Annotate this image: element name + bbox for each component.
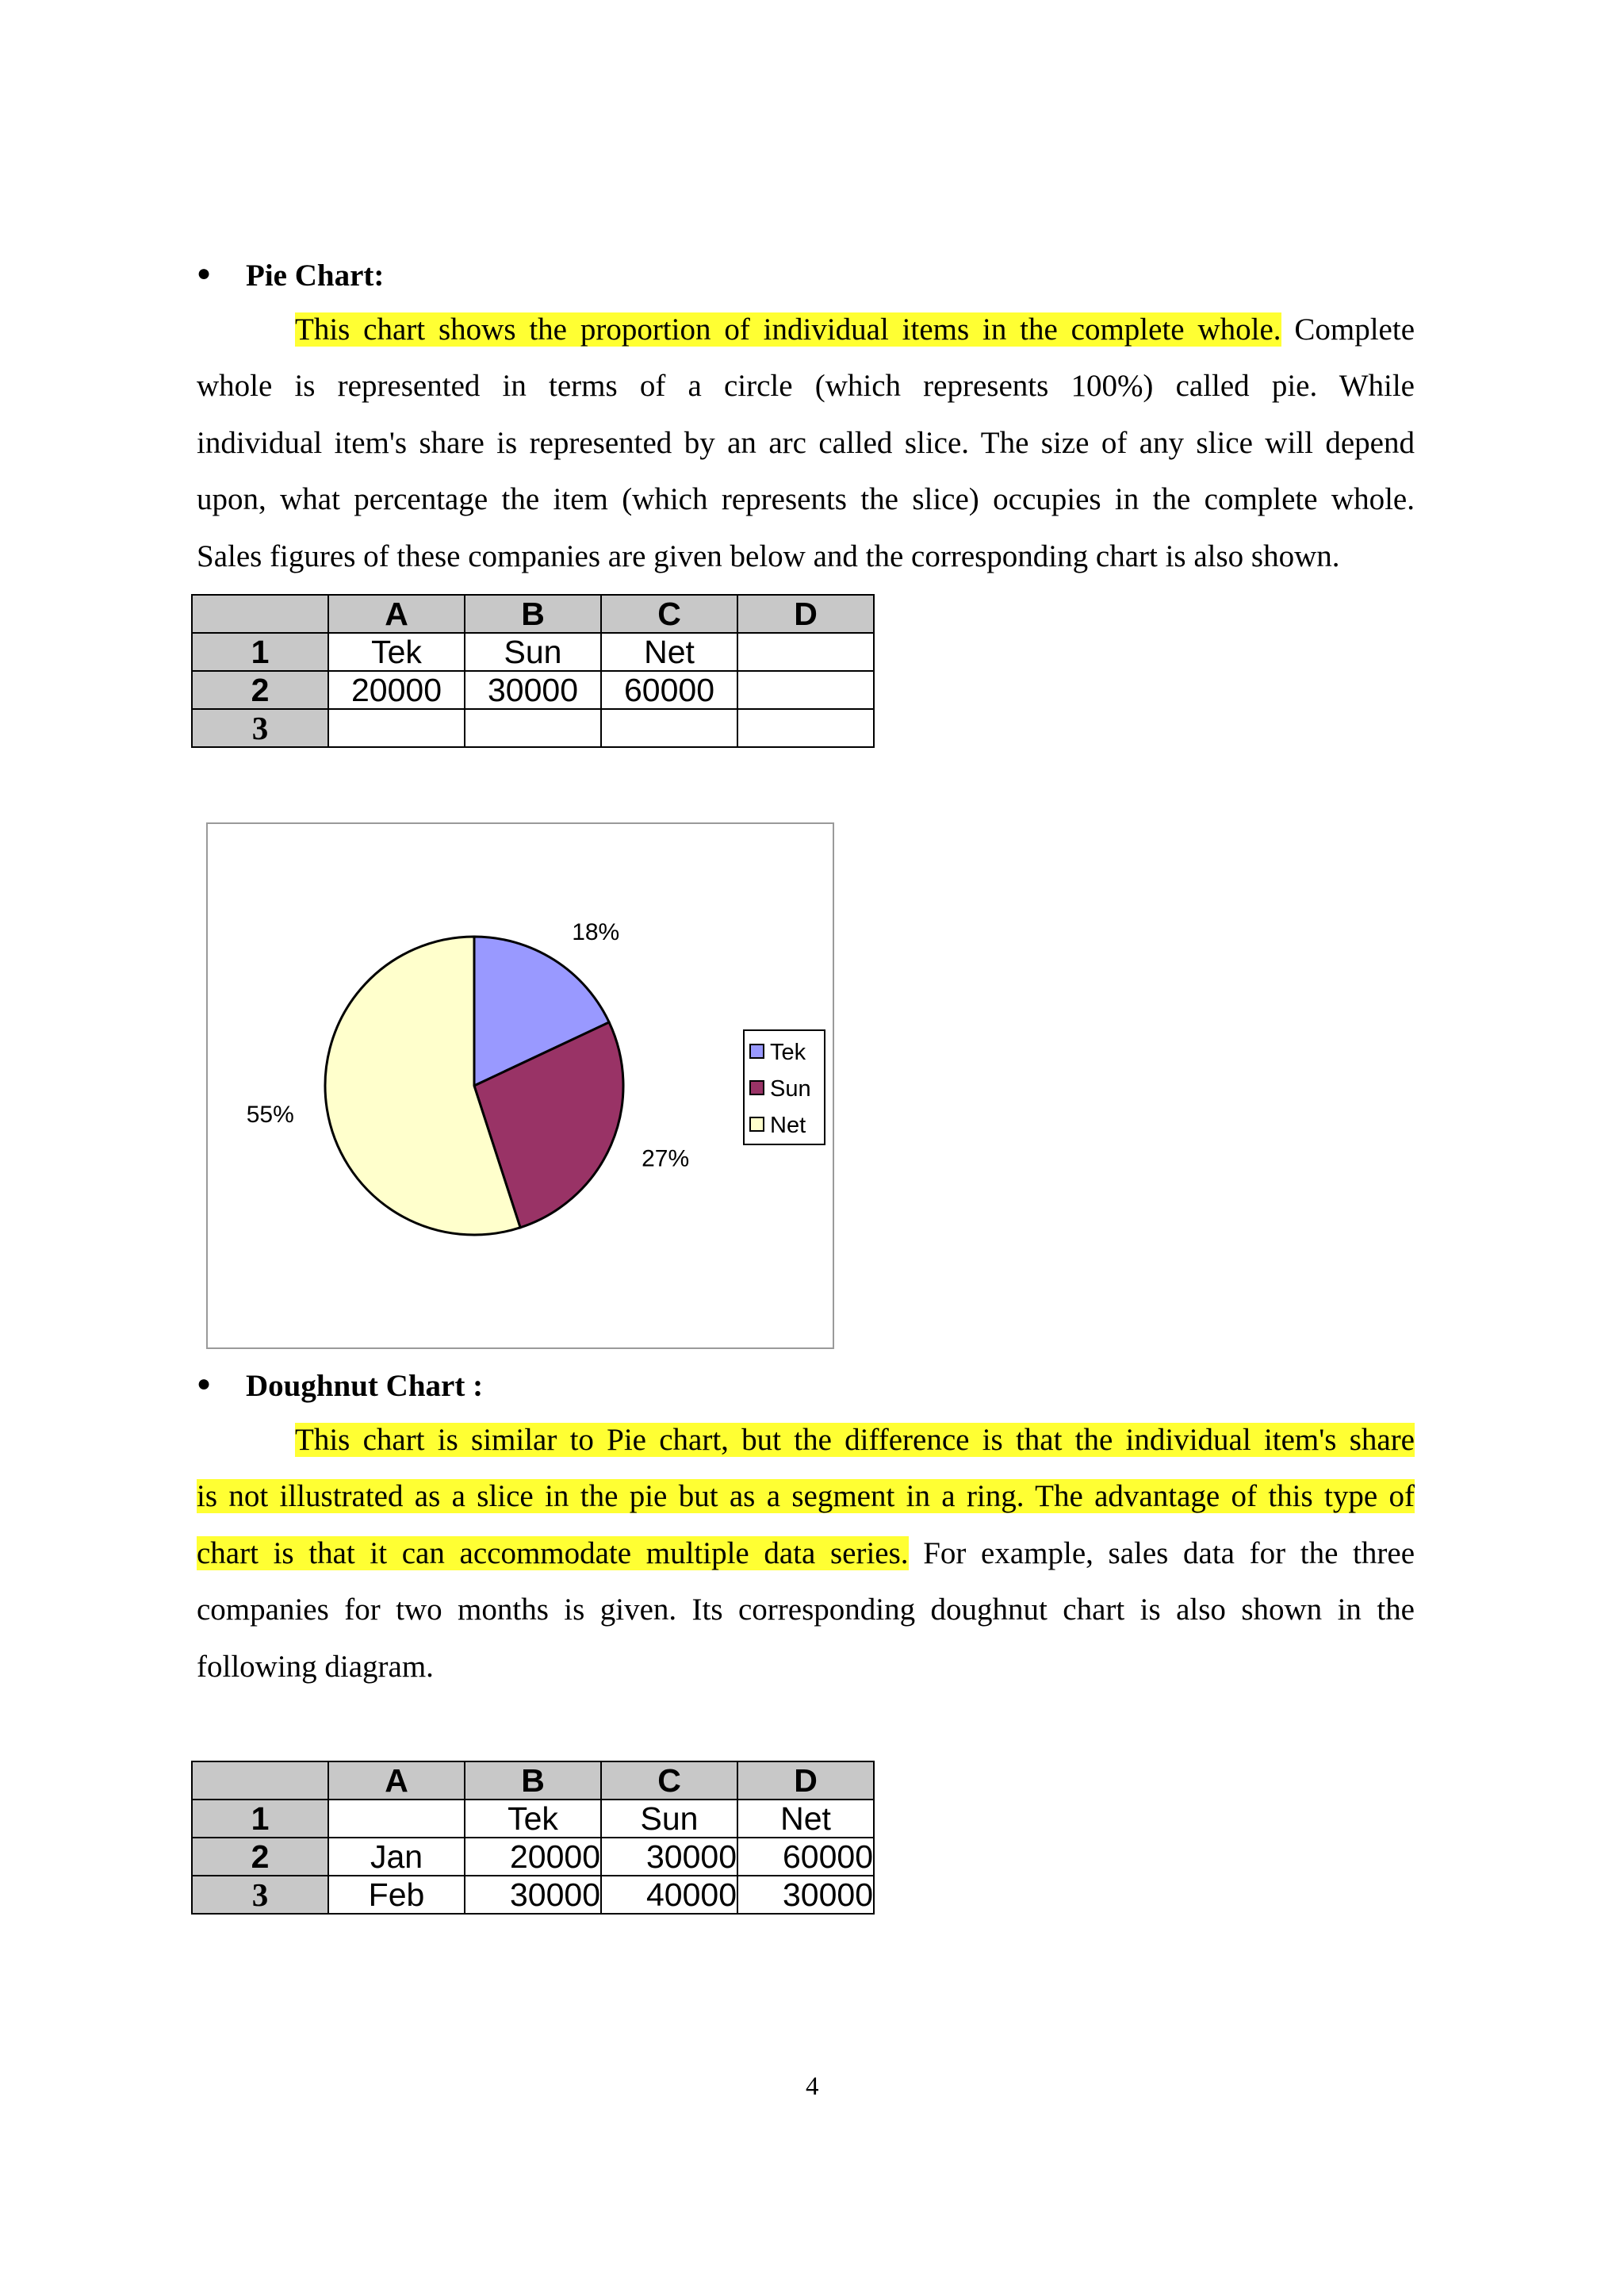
text-run: following diagram.: [197, 1650, 434, 1684]
table-cell: 30000: [737, 1876, 874, 1914]
row-header: 2: [192, 671, 328, 709]
text-run: For example, sales data for the three: [908, 1536, 1415, 1570]
table-cell: [601, 709, 737, 747]
pie-chart-heading: Pie Chart:: [246, 259, 385, 293]
column-header: B: [465, 1761, 601, 1800]
table-cell: Sun: [601, 1800, 737, 1838]
legend-swatch-tek: [750, 1045, 764, 1058]
table-row: [192, 633, 874, 671]
highlighted-text: chart is that it can accommodate multiple data series.: [197, 1536, 909, 1570]
table-cell: 20000: [328, 671, 465, 709]
table-cell: 30000: [465, 1876, 601, 1914]
table-cell: [328, 1800, 465, 1838]
pie-line-2: [197, 358, 1415, 414]
pie-data-table: [191, 594, 875, 748]
bullet-icon: ●: [197, 260, 212, 286]
table-cell: Tek: [465, 1800, 601, 1838]
table-cell: Jan: [328, 1838, 465, 1876]
text-run: whole is represented in terms of a circle (which represents 100%) called pie. While: [197, 369, 1415, 403]
row-header: 2: [192, 1838, 328, 1876]
table-cell: Net: [601, 633, 737, 671]
table-cell: Feb: [328, 1876, 465, 1914]
table-cell: 60000: [601, 671, 737, 709]
row-header: 3: [192, 709, 328, 747]
table-row: [192, 709, 874, 747]
table-cell: 40000: [601, 1876, 737, 1914]
corner-cell: [192, 595, 328, 633]
highlighted-text: This chart is similar to Pie chart, but the difference is that the individual item's share: [295, 1423, 1415, 1457]
data-label-tek: 18%: [572, 918, 620, 945]
legend-label-net: Net: [770, 1113, 806, 1138]
text-run: Sales figures of these companies are given below and the corresponding chart is also shown.: [197, 539, 1340, 573]
column-header-row: [192, 1761, 874, 1800]
row-header: 1: [192, 1800, 328, 1838]
table-cell: [465, 709, 601, 747]
column-header: D: [737, 1761, 874, 1800]
doughnut-chart-heading: Doughnut Chart :: [246, 1369, 484, 1403]
table-cell: 30000: [465, 671, 601, 709]
legend-label-sun: Sun: [770, 1076, 811, 1102]
bullet-icon: ●: [197, 1370, 212, 1397]
table-cell: 30000: [601, 1838, 737, 1876]
column-header: A: [328, 1761, 465, 1800]
page-number: 4: [806, 2072, 819, 2101]
doughnut-line-2: [197, 1468, 1415, 1524]
table-row: [192, 1838, 874, 1876]
table-row: [192, 1876, 874, 1914]
pie-line-5: [197, 528, 1415, 585]
text-run: companies for two months is given. Its corresponding doughnut chart is also shown in the: [197, 1593, 1415, 1627]
doughnut-line-3: [197, 1525, 1415, 1581]
table-row: [192, 671, 874, 709]
table-cell: Tek: [328, 633, 465, 671]
highlighted-text: This chart shows the proportion of individual items in the complete whole.: [295, 312, 1281, 347]
table-cell: [737, 633, 874, 671]
highlighted-text: is not illustrated as a slice in the pie but as a segment in a ring. The advantage of this type of: [197, 1479, 1415, 1513]
column-header: B: [465, 595, 601, 633]
table-cell: 20000: [465, 1838, 601, 1876]
legend-swatch-net: [750, 1117, 764, 1131]
table-cell: [737, 671, 874, 709]
doughnut-line-4: [197, 1581, 1415, 1638]
corner-cell: [192, 1761, 328, 1800]
table-cell: Net: [737, 1800, 874, 1838]
doughnut-line-1: [197, 1412, 1415, 1468]
text-run: upon, what percentage the item (which represents the slice) occupies in the complete whole.: [197, 482, 1415, 516]
doughnut-line-5: [197, 1639, 1415, 1695]
text-run: individual item's share is represented by an arc called slice. The size of any slice will depend: [197, 426, 1415, 460]
table-cell: 60000: [737, 1838, 874, 1876]
column-header: C: [601, 595, 737, 633]
pie-line-3: [197, 415, 1415, 471]
table-row: [192, 1800, 874, 1838]
legend-label-tek: Tek: [770, 1040, 806, 1065]
row-header: 1: [192, 633, 328, 671]
doughnut-data-table: [191, 1761, 875, 1915]
column-header: D: [737, 595, 874, 633]
text-run: Complete: [1281, 312, 1415, 347]
table-cell: [328, 709, 465, 747]
pie-line-4: [197, 471, 1415, 527]
row-header: 3: [192, 1876, 328, 1914]
legend-swatch-sun: [750, 1081, 764, 1094]
data-label-net: 55%: [246, 1102, 294, 1128]
table-cell: [737, 709, 874, 747]
pie-chart: [206, 822, 834, 1349]
data-label-sun: 27%: [642, 1145, 690, 1172]
column-header: A: [328, 595, 465, 633]
column-header-row: [192, 595, 874, 633]
column-header: C: [601, 1761, 737, 1800]
pie-line-1: [197, 301, 1415, 358]
table-cell: Sun: [465, 633, 601, 671]
